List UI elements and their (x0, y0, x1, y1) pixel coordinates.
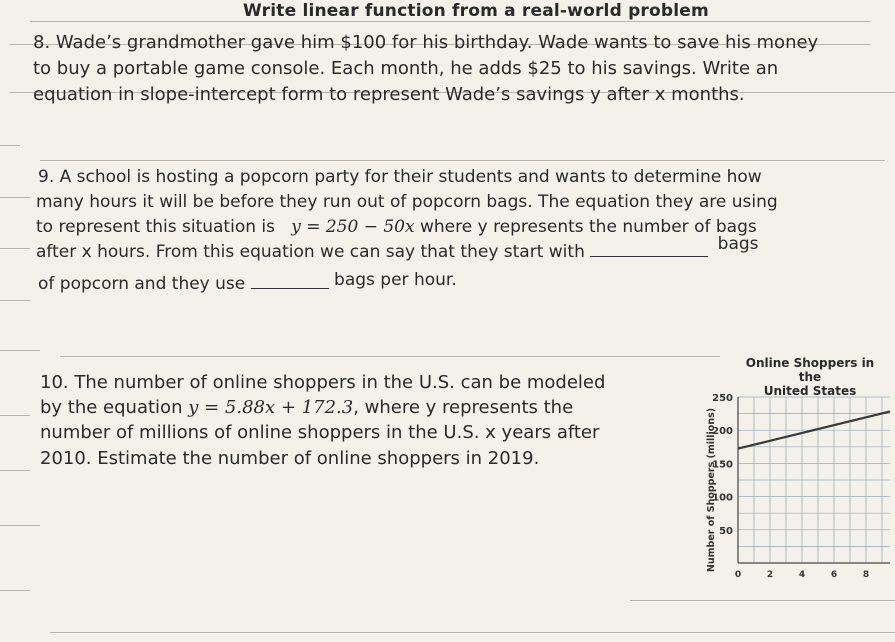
q8-line-2: to buy a portable game console. Each month, he adds $25 to his savings. Write an (33, 58, 779, 79)
y-axis-label: Number of Shoppers (millions) (706, 407, 717, 573)
ruled-line (50, 632, 895, 633)
shoppers-chart (700, 385, 895, 580)
q9-rate-blank[interactable] (251, 288, 329, 289)
ruled-line (0, 590, 30, 591)
y-tick-label: 200 (712, 426, 733, 438)
q10-line-1: 10. The number of online shoppers in the U.S. can be modeled (40, 372, 606, 393)
ruled-line (630, 600, 895, 601)
q9-line-3 (36, 216, 757, 238)
ruled-line (0, 300, 30, 301)
q8-line-1: 8. Wade’s grandmother gave him $100 for his birthday. Wade wants to save his money (33, 32, 819, 53)
q8-line-3: equation in slope-intercept form to represent Wade’s savings y after x months. (33, 84, 745, 105)
q9-line-2: many hours it will be before they run out of popcorn bags. The equation they are using (36, 192, 778, 212)
q10-equation: y = 5.88x + 172.3 (188, 397, 354, 418)
ruled-line (40, 160, 885, 161)
y-tick-label: 100 (712, 492, 733, 504)
y-tick-label: 150 (712, 459, 733, 471)
ruled-line (60, 356, 720, 357)
q9-line-5-start: of popcorn and they use (38, 274, 246, 294)
x-tick-label: 0 (734, 570, 742, 580)
ruled-line (0, 470, 30, 471)
q10-line-2 (40, 397, 573, 419)
q9-line-3-end: where y represents the number of bags (419, 217, 757, 237)
y-tick-label: 250 (712, 393, 733, 404)
q9-line-4 (36, 234, 759, 263)
worksheet-title: Write linear function from a real-world problem (243, 1, 709, 21)
q9-start-bags-blank[interactable] (590, 256, 708, 257)
q9-line-3-start: to represent this situation is (36, 217, 275, 237)
q9-line-5 (38, 270, 457, 295)
q10-line-3: number of millions of online shoppers in the U.S. x years after (40, 422, 600, 443)
x-tick-label: 6 (830, 570, 838, 580)
ruled-line (0, 248, 30, 249)
ruled-line (0, 525, 40, 526)
q10-line-2-start: by the equation (40, 397, 183, 418)
ruled-line (0, 415, 30, 416)
ruled-line (30, 21, 870, 22)
ruled-line (0, 350, 40, 351)
chart-title-line-2: United States (763, 384, 857, 398)
y-tick-label: 50 (719, 525, 733, 537)
q9-line-4-end: bags (717, 234, 759, 254)
ruled-line (0, 145, 20, 146)
q9-line-5-end: bags per hour. (334, 270, 457, 290)
ruled-line (0, 197, 30, 198)
q10-line-2-end: , where y represents the (353, 397, 574, 418)
q9-line-4-text: after x hours. From this equation we can say that they start with (36, 242, 585, 262)
q10-line-4: 2010. Estimate the number of online shoppers in 2019. (40, 448, 540, 469)
q9-line-1: 9. A school is hosting a popcorn party for their students and wants to determine how (38, 167, 762, 187)
x-tick-label: 8 (862, 570, 870, 580)
q9-equation: y = 250 − 50x (291, 217, 415, 237)
chart-title-line-1: Online Shoppers in the (745, 356, 875, 384)
x-tick-label: 4 (798, 570, 806, 580)
x-tick-label: 2 (766, 570, 774, 580)
